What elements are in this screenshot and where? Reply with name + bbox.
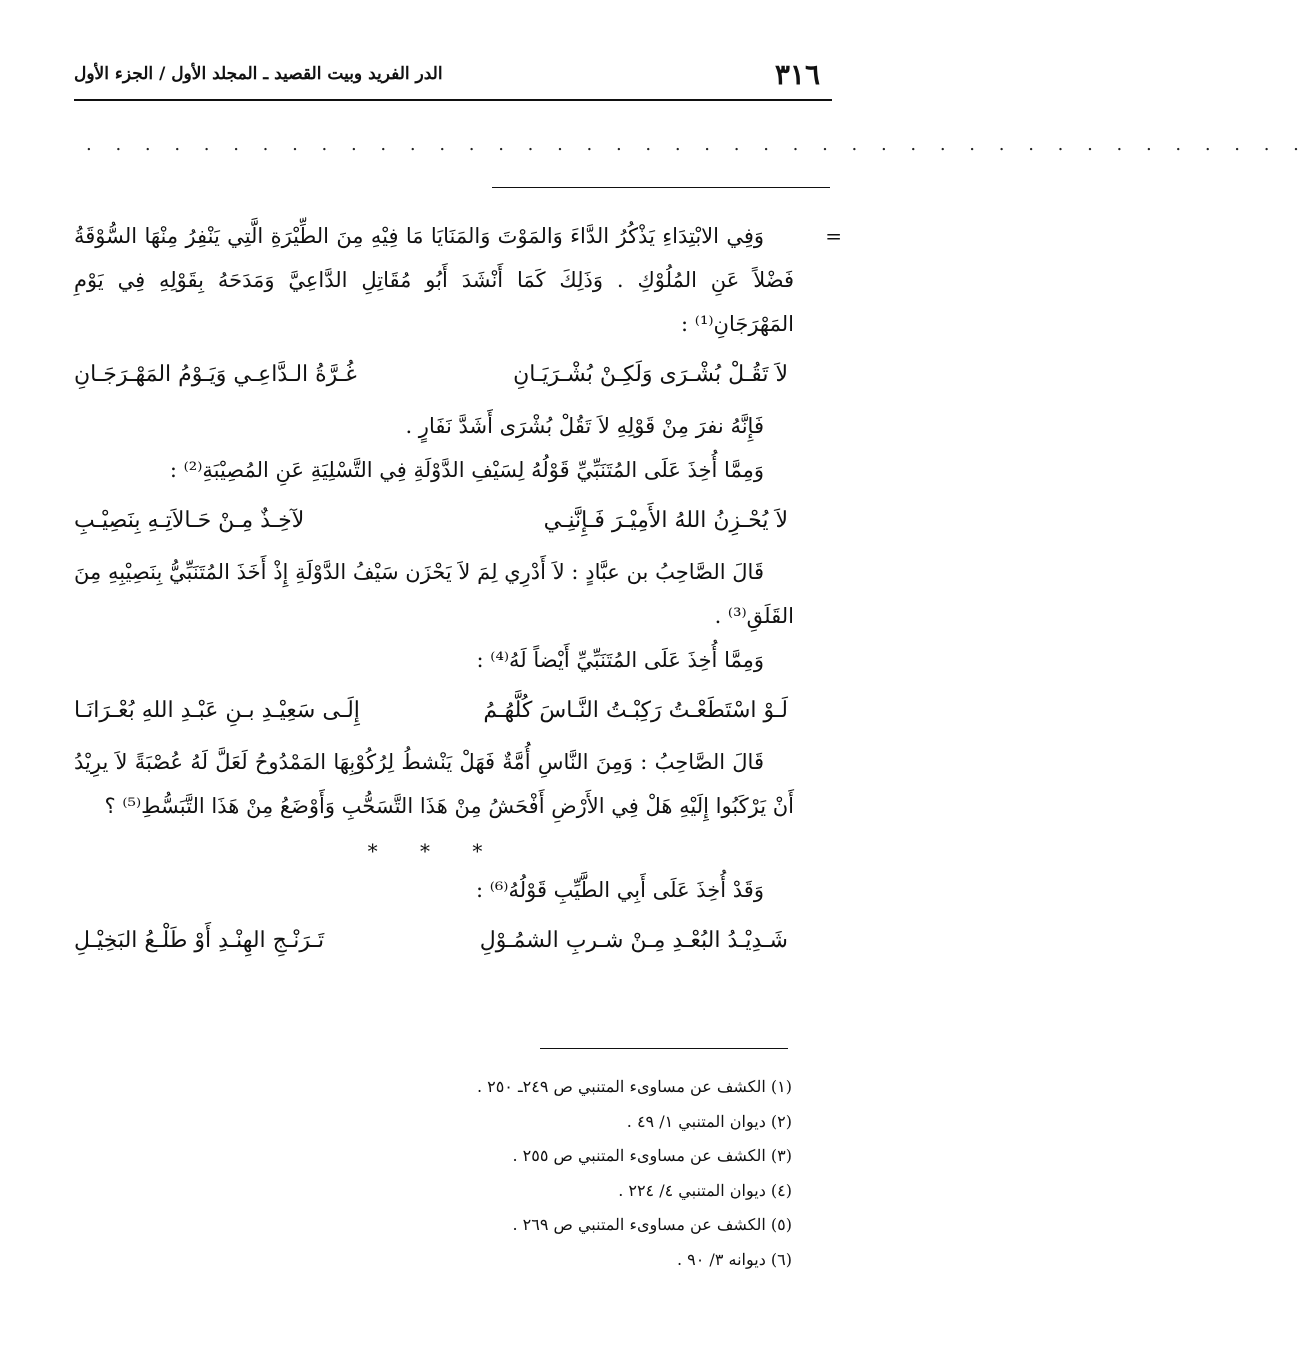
page-number: ٣١٦	[774, 58, 820, 91]
paragraph: وَفِي الابْتِدَاءِ يَذْكُرُ الدَّاءَ وَالمَوْتَ وَالمَنَايَا مَا فِيْهِ مِنَ الطِّيْرَةِ الَّتِي يَنْفِرُ مِنْهَا السُّوْقَةُ فَضْلاً عَنِ المُلُوْكِ . وَذَلِكَ كَمَا أَنْشَدَ أَبُو مُقَاتِلِ الدَّاعِيَّ وَمَدَحَهُ بِقَوْلِهِ فِي يَوْمِ المَهْرَجَانِ⁽¹⁾ :	[74, 224, 794, 336]
paragraph: وَقَدْ أُخِذَ عَلَى أَبِي الطَّيِّبِ قَوْلُهُ⁽⁶⁾ :	[475, 878, 764, 902]
paragraph: قَالَ الصَّاحِبُ بن عبَّادٍ : لاَ أَدْرِي لِمَ لاَ يَحْزَن سَيْفُ الدَّوْلَةِ إِذْ أَخَذَ المُتَنَبِّيُّ بِنَصِيْبِهِ مِنَ القَلَقِ⁽³⁾ .	[74, 560, 794, 628]
verse-line	[74, 696, 794, 726]
main-text	[74, 214, 794, 970]
section-rule	[492, 187, 830, 188]
paragraph: وَمِمَّا أُخِذَ عَلَى المُتَنَبِّيِّ قَوْلُهُ لِسَيْفِ الدَّوْلَةِ فِي التَّسْلِيَةِ عَنِ المُصِيْبَةِ⁽²⁾ :	[169, 458, 764, 482]
verse-second-hemistich: إِلَـى سَعِيْـدِ بـنِ عَبْـدِ اللهِ بُعْـرَانَـا	[74, 698, 360, 723]
verse-second-hemistich: غُـرَّةُ الـدَّاعِـي وَيَـوْمُ المَهْـرَجَـانِ	[74, 362, 357, 387]
footnote: (٤) ديوان المتنبي ٤/ ٢٢٤ .	[618, 1180, 792, 1200]
verse-line	[74, 926, 794, 956]
verse-first-hemistich: لاَ يُحْـزِنُ اللهُ الأَمِيْـرَ فَـإِنَّنِـي	[543, 508, 788, 533]
footnote: (١) الكشف عن مساوىء المتنبي ص ٢٤٩ـ ٢٥٠ .	[476, 1077, 792, 1096]
footnote-rule	[540, 1048, 788, 1049]
verse-first-hemistich: لاَ تَقُـلْ بُشْـرَى وَلَكِـنْ بُشْـرَيَـانِ	[513, 362, 788, 387]
footnote: (٥) الكشف عن مساوىء المتنبي ص ٢٦٩ .	[512, 1215, 792, 1234]
verse-line	[74, 360, 794, 390]
footnote: (٦) ديوانه ٣/ ٩٠ .	[676, 1249, 792, 1269]
verse-second-hemistich: تَـرَنْـجِ الهِنْـدِ أَوْ طَلْـعُ البَخِيْـلِ	[74, 928, 325, 953]
verse-first-hemistich: شَـدِيْـدُ البُعْـدِ مِـنْ شـربِ الشمُـوْلِ	[479, 928, 788, 953]
verse-second-hemistich: لآخِـذٌ مِـنْ حَـالاَتِـهِ بِنَصِيْـبِ	[74, 508, 305, 533]
continuation-mark: =	[825, 224, 842, 248]
page-header	[74, 58, 834, 98]
verse-line	[74, 506, 794, 536]
verse-first-hemistich: لَـوْ اسْتَطَعْـتُ رَكِبْـتُ النَّـاسَ كُلَّهُـمُ	[483, 698, 788, 723]
header-rule	[74, 99, 832, 101]
paragraph: وَمِمَّا أُخِذَ عَلَى المُتَنَبِّيِّ أَيْضاً لَهُ⁽⁴⁾ :	[476, 648, 764, 672]
footnotes	[220, 1070, 792, 1277]
running-title: الدر الفريد وبيت القصيد ـ المجلد الأول / الجزء الأول	[74, 64, 443, 84]
paragraph: قَالَ الصَّاحِبُ : وَمِنَ النَّاسِ أُمَّةٌ فَهَلْ يَنْشطُ لِرُكُوْبِهَا المَمْدُوحُ لَعَلَّ لَهُ عُصْبَةً لاَ يرِيْدُ أَنْ يَرْكَبُوا إِلَيْهِ هَلْ فِي الأَرْضِ أَفْحَشُ مِنْ هَذَا التَّسَحُّبِ وَأَوْضَعُ مِنْ هَذَا التَّبَسُّطِ⁽⁵⁾ ؟	[74, 750, 794, 818]
section-stars: * * *	[367, 839, 501, 863]
paragraph: فَإِنَّهُ نفرَ مِنْ قَوْلِهِ لاَ تَقُلْ بُشْرَى أَشَدَّ نَفَارٍ .	[405, 414, 764, 438]
footnote: (٣) الكشف عن مساوىء المتنبي ص ٢٥٥ .	[512, 1146, 792, 1165]
separator-dots: . . . . . . . . . . . . . . . . . . . . . . . . . . . . . . . . . . . . . . . . . .	[86, 134, 1308, 155]
footnote: (٢) ديوان المتنبي ١/ ٤٩ .	[626, 1111, 792, 1131]
